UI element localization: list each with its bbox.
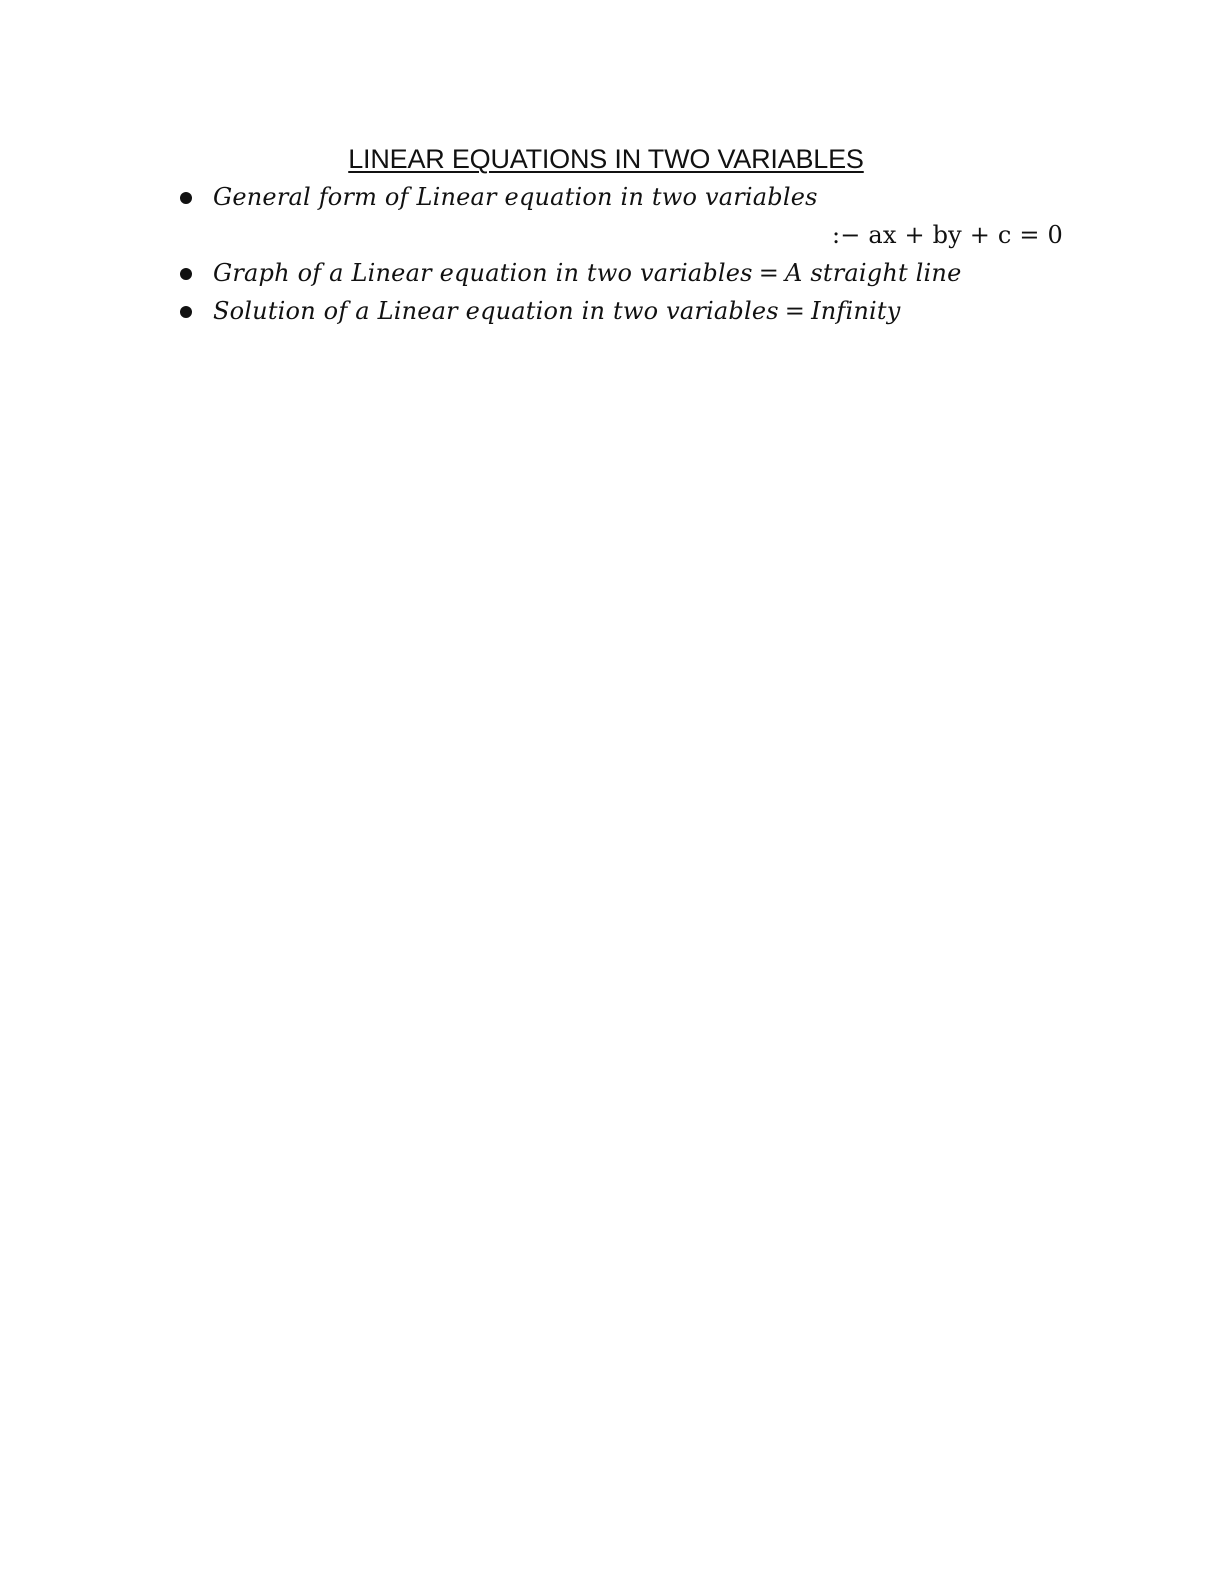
general-form-formula: :− ax + by + c = 0 — [831, 221, 1063, 249]
bullet-icon — [180, 268, 192, 280]
list-item-graph — [213, 257, 961, 289]
graph-value: A straight line — [785, 259, 962, 287]
page-title: LINEAR EQUATIONS IN TWO VARIABLES — [348, 144, 864, 174]
list-item-solution — [213, 295, 901, 327]
list-item-general-form: General form of Linear equation in two variables — [213, 183, 818, 211]
equals-sign: = — [784, 297, 806, 325]
graph-label: Graph of a Linear equation in two variables — [213, 259, 753, 287]
solution-value: Infinity — [811, 297, 901, 325]
bullet-icon — [180, 306, 192, 318]
solution-label: Solution of a Linear equation in two variables — [213, 297, 779, 325]
bullet-icon — [180, 192, 192, 204]
equals-sign: = — [758, 259, 779, 287]
